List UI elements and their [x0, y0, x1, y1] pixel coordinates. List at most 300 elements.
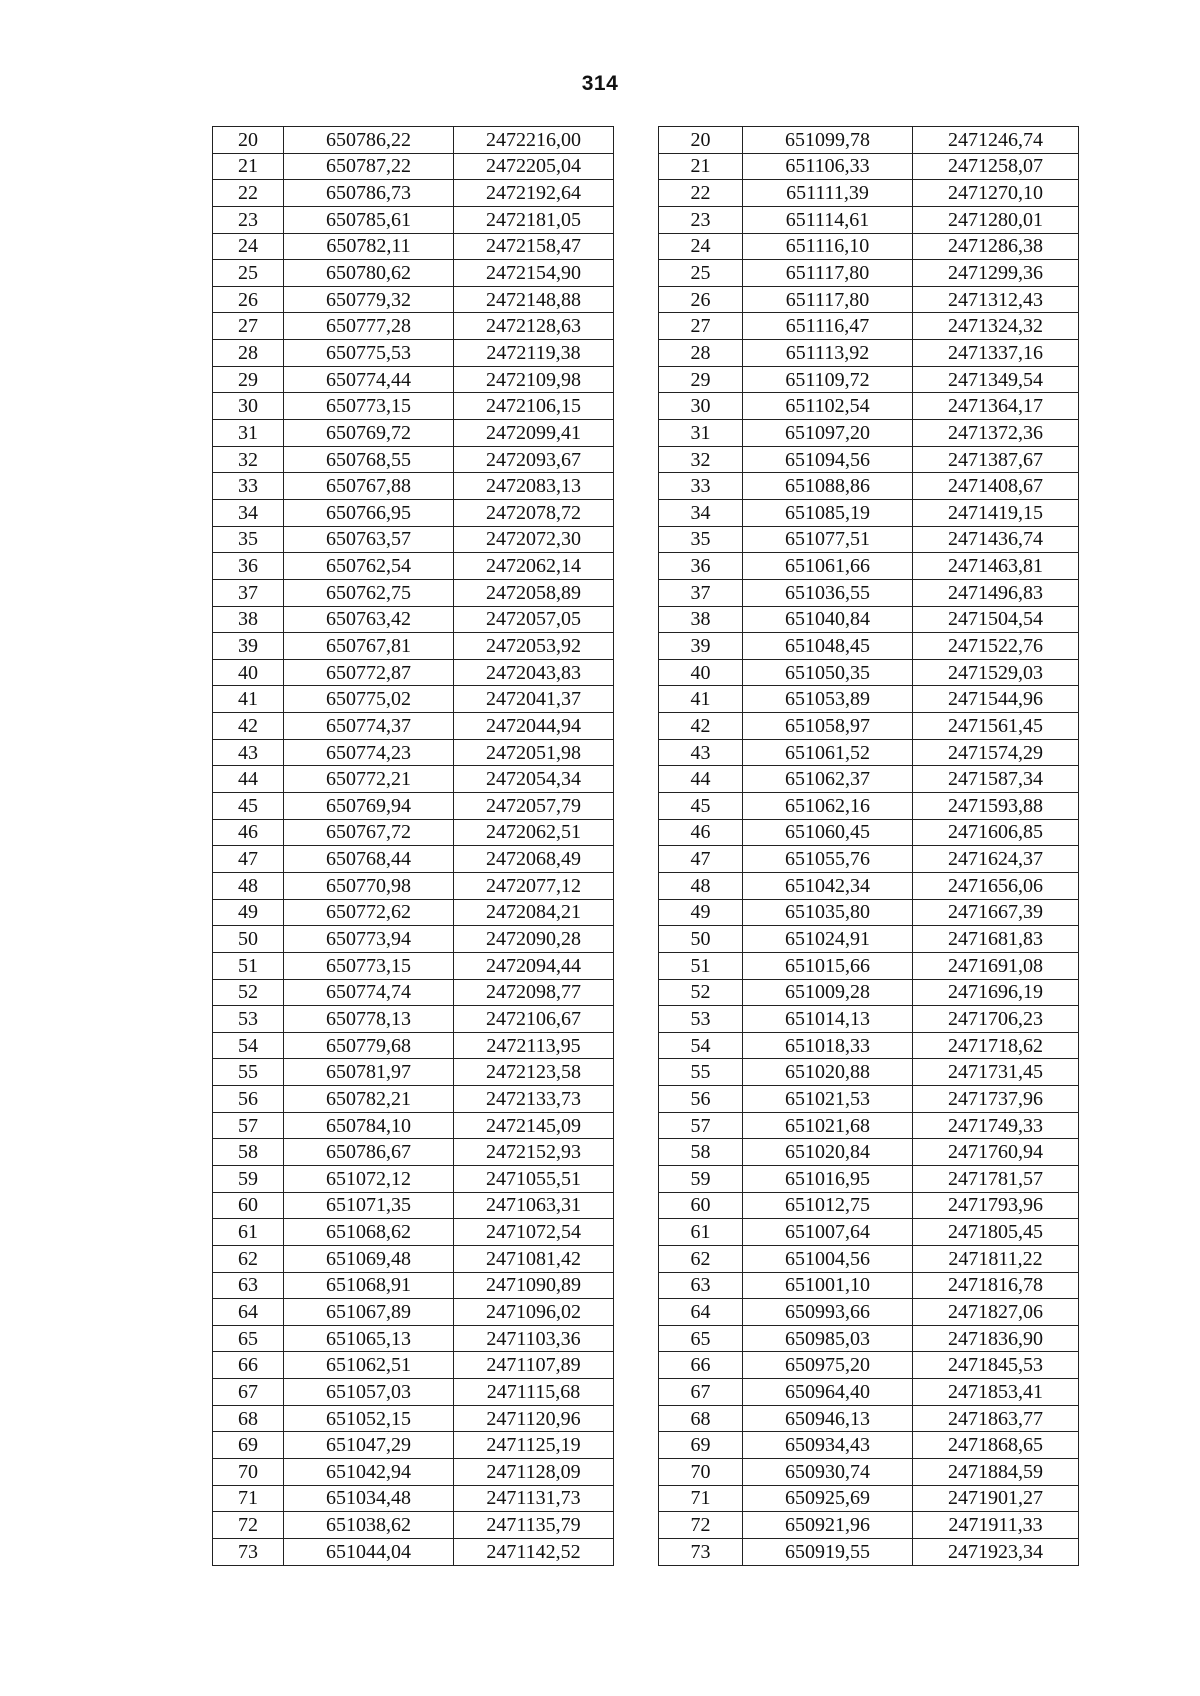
left-y-coordinate: 2472216,00	[454, 127, 614, 154]
right-point-number: 33	[659, 473, 743, 500]
right-x-coordinate: 651055,76	[743, 846, 913, 873]
right-x-coordinate: 651020,88	[743, 1059, 913, 1086]
column-gap	[614, 1485, 659, 1512]
right-y-coordinate: 2471522,76	[913, 633, 1079, 660]
left-point-number: 42	[213, 713, 284, 740]
right-y-coordinate: 2471463,81	[913, 553, 1079, 580]
right-point-number: 61	[659, 1219, 743, 1246]
left-x-coordinate: 650768,55	[284, 446, 454, 473]
right-x-coordinate: 651116,47	[743, 313, 913, 340]
left-point-number: 34	[213, 499, 284, 526]
right-x-coordinate: 651085,19	[743, 499, 913, 526]
column-gap	[614, 286, 659, 313]
left-point-number: 40	[213, 659, 284, 686]
left-x-coordinate: 650768,44	[284, 846, 454, 873]
left-y-coordinate: 2471090,89	[454, 1272, 614, 1299]
right-y-coordinate: 2471781,57	[913, 1165, 1079, 1192]
column-gap	[614, 659, 659, 686]
left-point-number: 26	[213, 286, 284, 313]
left-point-number: 73	[213, 1538, 284, 1565]
table-row	[213, 1165, 1079, 1192]
left-x-coordinate: 650780,62	[284, 260, 454, 287]
right-point-number: 58	[659, 1139, 743, 1166]
left-y-coordinate: 2471107,89	[454, 1352, 614, 1379]
table-row	[213, 1325, 1079, 1352]
right-y-coordinate: 2471561,45	[913, 713, 1079, 740]
left-x-coordinate: 650767,72	[284, 819, 454, 846]
left-y-coordinate: 2472043,83	[454, 659, 614, 686]
right-point-number: 35	[659, 526, 743, 553]
left-y-coordinate: 2472148,88	[454, 286, 614, 313]
left-x-coordinate: 651042,94	[284, 1459, 454, 1486]
table-row	[213, 659, 1079, 686]
table-row	[213, 1352, 1079, 1379]
column-gap	[614, 180, 659, 207]
table-row	[213, 1512, 1079, 1539]
left-point-number: 45	[213, 793, 284, 820]
left-y-coordinate: 2472128,63	[454, 313, 614, 340]
column-gap	[614, 499, 659, 526]
left-x-coordinate: 651044,04	[284, 1538, 454, 1565]
right-point-number: 21	[659, 153, 743, 180]
left-x-coordinate: 650773,15	[284, 952, 454, 979]
column-gap	[614, 793, 659, 820]
left-point-number: 60	[213, 1192, 284, 1219]
right-y-coordinate: 2471312,43	[913, 286, 1079, 313]
table-row	[213, 1432, 1079, 1459]
left-x-coordinate: 650785,61	[284, 206, 454, 233]
right-point-number: 41	[659, 686, 743, 713]
left-x-coordinate: 650774,44	[284, 366, 454, 393]
right-x-coordinate: 651094,56	[743, 446, 913, 473]
table-row	[213, 127, 1079, 154]
left-y-coordinate: 2472109,98	[454, 366, 614, 393]
right-point-number: 46	[659, 819, 743, 846]
left-point-number: 56	[213, 1086, 284, 1113]
right-x-coordinate: 650921,96	[743, 1512, 913, 1539]
left-y-coordinate: 2471135,79	[454, 1512, 614, 1539]
left-y-coordinate: 2472044,94	[454, 713, 614, 740]
left-x-coordinate: 650779,32	[284, 286, 454, 313]
right-y-coordinate: 2471587,34	[913, 766, 1079, 793]
left-x-coordinate: 650769,72	[284, 420, 454, 447]
table-row	[213, 206, 1079, 233]
right-y-coordinate: 2471270,10	[913, 180, 1079, 207]
column-gap	[614, 606, 659, 633]
left-x-coordinate: 650786,67	[284, 1139, 454, 1166]
right-y-coordinate: 2471436,74	[913, 526, 1079, 553]
left-y-coordinate: 2472145,09	[454, 1112, 614, 1139]
right-x-coordinate: 651099,78	[743, 127, 913, 154]
right-x-coordinate: 650934,43	[743, 1432, 913, 1459]
table-row	[213, 926, 1079, 953]
left-point-number: 70	[213, 1459, 284, 1486]
right-y-coordinate: 2471606,85	[913, 819, 1079, 846]
left-x-coordinate: 650772,62	[284, 899, 454, 926]
column-gap	[614, 1086, 659, 1113]
left-y-coordinate: 2471128,09	[454, 1459, 614, 1486]
coordinates-table-body	[213, 127, 1079, 1566]
left-point-number: 28	[213, 340, 284, 367]
left-point-number: 68	[213, 1405, 284, 1432]
left-x-coordinate: 651057,03	[284, 1379, 454, 1406]
left-y-coordinate: 2472057,05	[454, 606, 614, 633]
right-y-coordinate: 2471299,36	[913, 260, 1079, 287]
left-y-coordinate: 2472077,12	[454, 872, 614, 899]
column-gap	[614, 686, 659, 713]
left-point-number: 24	[213, 233, 284, 260]
left-y-coordinate: 2471103,36	[454, 1325, 614, 1352]
left-point-number: 69	[213, 1432, 284, 1459]
right-point-number: 25	[659, 260, 743, 287]
right-point-number: 68	[659, 1405, 743, 1432]
right-x-coordinate: 651020,84	[743, 1139, 913, 1166]
left-point-number: 51	[213, 952, 284, 979]
right-x-coordinate: 651061,66	[743, 553, 913, 580]
left-x-coordinate: 651071,35	[284, 1192, 454, 1219]
right-y-coordinate: 2471805,45	[913, 1219, 1079, 1246]
left-point-number: 62	[213, 1245, 284, 1272]
table-row	[213, 686, 1079, 713]
left-x-coordinate: 650763,57	[284, 526, 454, 553]
table-row	[213, 819, 1079, 846]
right-point-number: 32	[659, 446, 743, 473]
table-row	[213, 446, 1079, 473]
left-x-coordinate: 650775,53	[284, 340, 454, 367]
right-y-coordinate: 2471593,88	[913, 793, 1079, 820]
left-x-coordinate: 651062,51	[284, 1352, 454, 1379]
right-point-number: 39	[659, 633, 743, 660]
left-y-coordinate: 2472119,38	[454, 340, 614, 367]
table-row	[213, 553, 1079, 580]
right-x-coordinate: 650993,66	[743, 1299, 913, 1326]
table-row	[213, 313, 1079, 340]
left-y-coordinate: 2472158,47	[454, 233, 614, 260]
left-x-coordinate: 650775,02	[284, 686, 454, 713]
left-x-coordinate: 650777,28	[284, 313, 454, 340]
right-y-coordinate: 2471836,90	[913, 1325, 1079, 1352]
left-y-coordinate: 2471115,68	[454, 1379, 614, 1406]
left-x-coordinate: 650773,15	[284, 393, 454, 420]
right-x-coordinate: 651042,34	[743, 872, 913, 899]
right-point-number: 20	[659, 127, 743, 154]
table-row	[213, 340, 1079, 367]
column-gap	[614, 393, 659, 420]
table-row	[213, 1192, 1079, 1219]
left-point-number: 64	[213, 1299, 284, 1326]
right-y-coordinate: 2471811,22	[913, 1245, 1079, 1272]
column-gap	[614, 206, 659, 233]
left-y-coordinate: 2472084,21	[454, 899, 614, 926]
right-point-number: 23	[659, 206, 743, 233]
table-row	[213, 579, 1079, 606]
left-x-coordinate: 650774,74	[284, 979, 454, 1006]
left-y-coordinate: 2472113,95	[454, 1032, 614, 1059]
left-x-coordinate: 651034,48	[284, 1485, 454, 1512]
left-x-coordinate: 650772,87	[284, 659, 454, 686]
column-gap	[614, 1432, 659, 1459]
right-y-coordinate: 2471324,32	[913, 313, 1079, 340]
column-gap	[614, 260, 659, 287]
left-point-number: 23	[213, 206, 284, 233]
right-x-coordinate: 651088,86	[743, 473, 913, 500]
left-y-coordinate: 2472062,14	[454, 553, 614, 580]
table-row	[213, 1459, 1079, 1486]
left-point-number: 58	[213, 1139, 284, 1166]
right-x-coordinate: 651058,97	[743, 713, 913, 740]
right-y-coordinate: 2471286,38	[913, 233, 1079, 260]
left-y-coordinate: 2471072,54	[454, 1219, 614, 1246]
right-y-coordinate: 2471760,94	[913, 1139, 1079, 1166]
column-gap	[614, 1006, 659, 1033]
left-y-coordinate: 2472093,67	[454, 446, 614, 473]
left-y-coordinate: 2472058,89	[454, 579, 614, 606]
left-y-coordinate: 2472057,79	[454, 793, 614, 820]
right-y-coordinate: 2471656,06	[913, 872, 1079, 899]
column-gap	[614, 526, 659, 553]
right-point-number: 37	[659, 579, 743, 606]
column-gap	[614, 899, 659, 926]
right-point-number: 43	[659, 739, 743, 766]
right-x-coordinate: 651015,66	[743, 952, 913, 979]
left-point-number: 66	[213, 1352, 284, 1379]
left-point-number: 72	[213, 1512, 284, 1539]
left-x-coordinate: 651068,62	[284, 1219, 454, 1246]
right-x-coordinate: 650919,55	[743, 1538, 913, 1565]
left-point-number: 59	[213, 1165, 284, 1192]
column-gap	[614, 739, 659, 766]
table-row	[213, 1032, 1079, 1059]
left-point-number: 63	[213, 1272, 284, 1299]
right-y-coordinate: 2471667,39	[913, 899, 1079, 926]
left-point-number: 48	[213, 872, 284, 899]
right-x-coordinate: 651062,16	[743, 793, 913, 820]
right-point-number: 63	[659, 1272, 743, 1299]
right-point-number: 62	[659, 1245, 743, 1272]
right-point-number: 30	[659, 393, 743, 420]
right-y-coordinate: 2471349,54	[913, 366, 1079, 393]
table-row	[213, 233, 1079, 260]
column-gap	[614, 1459, 659, 1486]
right-point-number: 57	[659, 1112, 743, 1139]
right-point-number: 24	[659, 233, 743, 260]
column-gap	[614, 366, 659, 393]
table-row	[213, 1405, 1079, 1432]
right-point-number: 31	[659, 420, 743, 447]
right-y-coordinate: 2471419,15	[913, 499, 1079, 526]
right-point-number: 60	[659, 1192, 743, 1219]
right-y-coordinate: 2471884,59	[913, 1459, 1079, 1486]
right-x-coordinate: 650964,40	[743, 1379, 913, 1406]
right-x-coordinate: 651021,53	[743, 1086, 913, 1113]
table-row	[213, 1112, 1079, 1139]
left-point-number: 22	[213, 180, 284, 207]
left-x-coordinate: 650787,22	[284, 153, 454, 180]
left-point-number: 39	[213, 633, 284, 660]
table-row	[213, 393, 1079, 420]
coordinates-table	[212, 126, 1079, 1566]
right-x-coordinate: 651114,61	[743, 206, 913, 233]
left-y-coordinate: 2472094,44	[454, 952, 614, 979]
table-row	[213, 606, 1079, 633]
right-y-coordinate: 2471696,19	[913, 979, 1079, 1006]
left-y-coordinate: 2472068,49	[454, 846, 614, 873]
left-x-coordinate: 650782,11	[284, 233, 454, 260]
left-point-number: 21	[213, 153, 284, 180]
right-point-number: 22	[659, 180, 743, 207]
table-row	[213, 846, 1079, 873]
left-y-coordinate: 2471096,02	[454, 1299, 614, 1326]
column-gap	[614, 1139, 659, 1166]
right-y-coordinate: 2471853,41	[913, 1379, 1079, 1406]
left-y-coordinate: 2472205,04	[454, 153, 614, 180]
left-y-coordinate: 2472133,73	[454, 1086, 614, 1113]
column-gap	[614, 553, 659, 580]
table-row	[213, 366, 1079, 393]
left-x-coordinate: 650786,22	[284, 127, 454, 154]
right-point-number: 66	[659, 1352, 743, 1379]
left-y-coordinate: 2472106,67	[454, 1006, 614, 1033]
right-point-number: 29	[659, 366, 743, 393]
right-y-coordinate: 2471863,77	[913, 1405, 1079, 1432]
right-y-coordinate: 2471681,83	[913, 926, 1079, 953]
left-x-coordinate: 651052,15	[284, 1405, 454, 1432]
right-x-coordinate: 651061,52	[743, 739, 913, 766]
left-y-coordinate: 2471063,31	[454, 1192, 614, 1219]
table-row	[213, 1485, 1079, 1512]
left-x-coordinate: 650773,94	[284, 926, 454, 953]
right-y-coordinate: 2471246,74	[913, 127, 1079, 154]
right-point-number: 72	[659, 1512, 743, 1539]
right-x-coordinate: 651113,92	[743, 340, 913, 367]
left-point-number: 65	[213, 1325, 284, 1352]
left-y-coordinate: 2472053,92	[454, 633, 614, 660]
table-row	[213, 1538, 1079, 1565]
column-gap	[614, 313, 659, 340]
left-point-number: 47	[213, 846, 284, 873]
right-y-coordinate: 2471624,37	[913, 846, 1079, 873]
table-row	[213, 1086, 1079, 1113]
table-row	[213, 1245, 1079, 1272]
column-gap	[614, 127, 659, 154]
right-point-number: 69	[659, 1432, 743, 1459]
table-row	[213, 1059, 1079, 1086]
right-point-number: 65	[659, 1325, 743, 1352]
column-gap	[614, 1219, 659, 1246]
table-row	[213, 1379, 1079, 1406]
left-y-coordinate: 2471125,19	[454, 1432, 614, 1459]
column-gap	[614, 872, 659, 899]
left-point-number: 67	[213, 1379, 284, 1406]
column-gap	[614, 1192, 659, 1219]
left-point-number: 71	[213, 1485, 284, 1512]
left-point-number: 29	[213, 366, 284, 393]
right-y-coordinate: 2471504,54	[913, 606, 1079, 633]
table-row	[213, 952, 1079, 979]
left-x-coordinate: 651067,89	[284, 1299, 454, 1326]
right-y-coordinate: 2471816,78	[913, 1272, 1079, 1299]
right-y-coordinate: 2471737,96	[913, 1086, 1079, 1113]
table-row	[213, 1139, 1079, 1166]
left-x-coordinate: 650772,21	[284, 766, 454, 793]
right-y-coordinate: 2471544,96	[913, 686, 1079, 713]
right-point-number: 51	[659, 952, 743, 979]
right-x-coordinate: 651014,13	[743, 1006, 913, 1033]
right-x-coordinate: 651062,37	[743, 766, 913, 793]
column-gap	[614, 1379, 659, 1406]
left-x-coordinate: 650774,23	[284, 739, 454, 766]
right-y-coordinate: 2471280,01	[913, 206, 1079, 233]
right-y-coordinate: 2471364,17	[913, 393, 1079, 420]
right-y-coordinate: 2471408,67	[913, 473, 1079, 500]
table-row	[213, 899, 1079, 926]
left-y-coordinate: 2472072,30	[454, 526, 614, 553]
right-point-number: 34	[659, 499, 743, 526]
left-point-number: 38	[213, 606, 284, 633]
right-x-coordinate: 650946,13	[743, 1405, 913, 1432]
right-point-number: 42	[659, 713, 743, 740]
column-gap	[614, 766, 659, 793]
column-gap	[614, 1272, 659, 1299]
right-x-coordinate: 651050,35	[743, 659, 913, 686]
left-x-coordinate: 651047,29	[284, 1432, 454, 1459]
left-y-coordinate: 2471120,96	[454, 1405, 614, 1432]
right-point-number: 48	[659, 872, 743, 899]
left-y-coordinate: 2472054,34	[454, 766, 614, 793]
right-y-coordinate: 2471387,67	[913, 446, 1079, 473]
right-x-coordinate: 651007,64	[743, 1219, 913, 1246]
left-point-number: 27	[213, 313, 284, 340]
left-y-coordinate: 2472181,05	[454, 206, 614, 233]
column-gap	[614, 1112, 659, 1139]
left-x-coordinate: 650786,73	[284, 180, 454, 207]
left-x-coordinate: 650762,75	[284, 579, 454, 606]
left-x-coordinate: 650770,98	[284, 872, 454, 899]
left-point-number: 35	[213, 526, 284, 553]
left-y-coordinate: 2472041,37	[454, 686, 614, 713]
left-x-coordinate: 650779,68	[284, 1032, 454, 1059]
left-x-coordinate: 650784,10	[284, 1112, 454, 1139]
right-point-number: 56	[659, 1086, 743, 1113]
right-x-coordinate: 650985,03	[743, 1325, 913, 1352]
left-y-coordinate: 2472154,90	[454, 260, 614, 287]
right-x-coordinate: 650925,69	[743, 1485, 913, 1512]
left-point-number: 61	[213, 1219, 284, 1246]
table-row	[213, 872, 1079, 899]
column-gap	[614, 153, 659, 180]
right-y-coordinate: 2471901,27	[913, 1485, 1079, 1512]
right-y-coordinate: 2471749,33	[913, 1112, 1079, 1139]
right-x-coordinate: 651109,72	[743, 366, 913, 393]
left-point-number: 31	[213, 420, 284, 447]
right-point-number: 27	[659, 313, 743, 340]
table-row	[213, 793, 1079, 820]
right-x-coordinate: 651097,20	[743, 420, 913, 447]
right-x-coordinate: 651111,39	[743, 180, 913, 207]
right-point-number: 44	[659, 766, 743, 793]
right-x-coordinate: 651077,51	[743, 526, 913, 553]
right-y-coordinate: 2471691,08	[913, 952, 1079, 979]
left-point-number: 20	[213, 127, 284, 154]
page-number: 314	[581, 72, 619, 95]
column-gap	[614, 1352, 659, 1379]
left-x-coordinate: 650782,21	[284, 1086, 454, 1113]
left-point-number: 41	[213, 686, 284, 713]
left-y-coordinate: 2472062,51	[454, 819, 614, 846]
table-row	[213, 1272, 1079, 1299]
column-gap	[614, 1299, 659, 1326]
column-gap	[614, 819, 659, 846]
